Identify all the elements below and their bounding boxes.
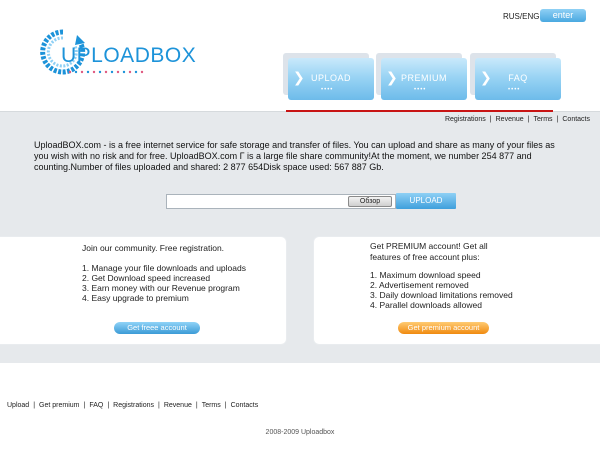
- dots-icon: ••••: [508, 87, 521, 93]
- footer-link-faq[interactable]: FAQ: [89, 402, 104, 409]
- list-item: 3. Daily download limitations removed: [370, 290, 513, 300]
- nav-premium-button[interactable]: [381, 58, 467, 100]
- free-account-box: [0, 236, 287, 345]
- service-description: UploadBOX.com - is a free internet service for safe storage and transfer of files. You can upload and share as many of your files as you wish with no risk and for free. UploadBOX.com Г is a large file share community!At the moment, we number 254 877 and counting.Number of files uploaded and shared: 2 877 654Disk space used: 567 887 Gb.: [34, 140, 555, 172]
- top-link-contacts[interactable]: Contacts: [562, 116, 590, 123]
- top-link-terms[interactable]: Terms: [533, 116, 553, 123]
- upload-button[interactable]: UPLOAD: [396, 193, 456, 209]
- footer-link-terms[interactable]: Terms: [201, 402, 221, 409]
- nav-upload-button[interactable]: [288, 58, 374, 100]
- list-item: 4. Easy upgrade to premium: [82, 293, 189, 303]
- list-item: 4. Parallel downloads allowed: [370, 300, 482, 310]
- enter-button[interactable]: enter: [540, 9, 586, 22]
- nav-faq-label: FAQ: [508, 73, 528, 83]
- footer-link-revenue[interactable]: Revenue: [163, 402, 192, 409]
- nav-upload-label: UPLOAD: [310, 73, 351, 83]
- free-box-title: Join our community. Free registration.: [82, 243, 225, 253]
- footer-link-registrations[interactable]: Registrations: [113, 402, 155, 409]
- list-item: 2. Advertisement removed: [370, 280, 469, 290]
- premium-features-list: [370, 270, 513, 310]
- get-premium-account-button[interactable]: Get premium account: [398, 322, 489, 334]
- nav-faq-button[interactable]: [475, 58, 561, 100]
- top-link-revenue[interactable]: Revenue: [495, 116, 524, 123]
- top-link-registrations[interactable]: Registrations: [444, 116, 486, 123]
- list-item: 2. Get Download speed increased: [82, 273, 211, 283]
- dots-icon: ••••: [321, 87, 334, 93]
- logo-dots: [61, 69, 151, 75]
- language-switch[interactable]: RUS/ENG: [503, 12, 540, 21]
- browse-button[interactable]: Обзор: [348, 196, 392, 207]
- logo-text-box: BOX: [150, 44, 197, 67]
- arrow-right-icon: ❯: [480, 69, 492, 85]
- top-links: Registrations | Revenue | Terms | Contacts: [444, 116, 590, 123]
- get-free-account-button[interactable]: Get freee account: [114, 322, 200, 334]
- copyright: 2008-2009 Uploadbox: [265, 429, 335, 436]
- dots-icon: ••••: [414, 87, 427, 93]
- list-item: 1. Maximum download speed: [370, 270, 481, 280]
- logo-text: [61, 44, 196, 68]
- premium-account-box: [313, 236, 600, 345]
- footer-link-upload[interactable]: Upload: [7, 402, 30, 409]
- premium-box-title: Get PREMIUM account! Get all features of free account plus:: [370, 241, 488, 262]
- footer-link-get-premium[interactable]: Get premium: [39, 402, 80, 409]
- logo-text-upload: UPLOAD: [61, 44, 151, 67]
- list-item: 1. Manage your file downloads and uploads: [82, 263, 246, 273]
- arrow-right-icon: ❯: [293, 69, 305, 85]
- footer-link-contacts[interactable]: Contacts: [230, 402, 259, 409]
- arrow-right-icon: ❯: [386, 69, 398, 85]
- nav-premium-label: PREMIUM: [401, 73, 447, 83]
- list-item: 3. Earn money with our Revenue program: [82, 283, 240, 293]
- nav-underline: [286, 110, 553, 112]
- free-features-list: [82, 263, 246, 303]
- footer-links: Upload | Get premium | FAQ | Registrations | Revenue | Terms | Contacts: [7, 402, 259, 409]
